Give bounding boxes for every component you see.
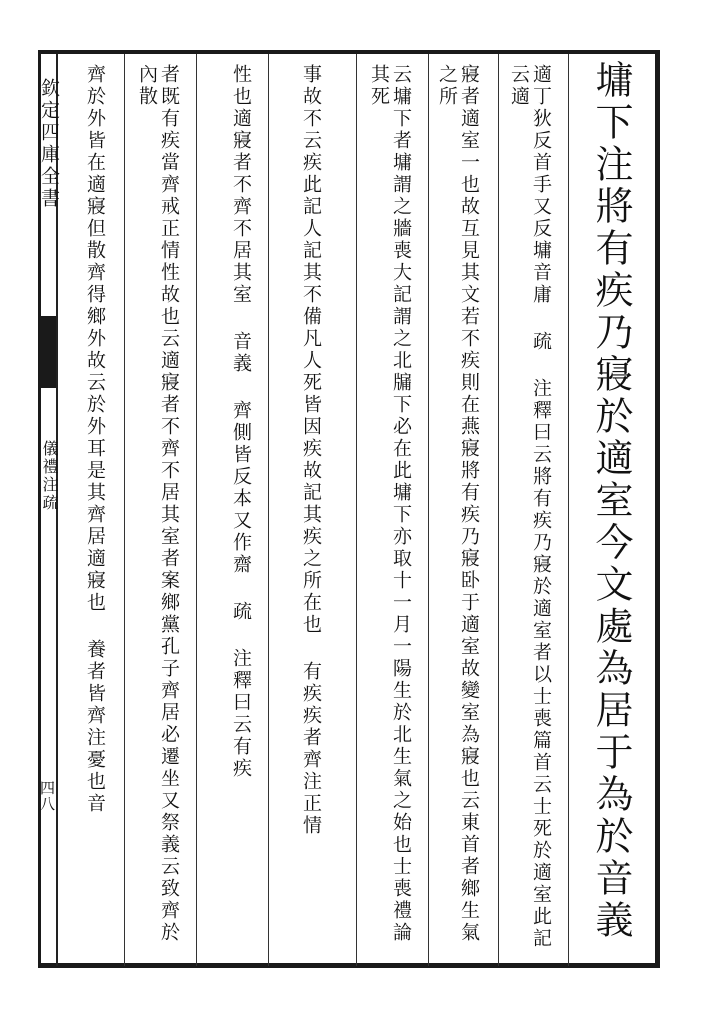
- text-column-4: 云墉下者墉謂之牆喪大記謂之北牖下必在此墉下亦取十一月一陽生於北生氣之始也士喪禮論其死: [368, 64, 412, 944]
- text-column-2: 適丁狄反首手又反墉音庸 疏 注釋曰云將有疾乃寢於適室者以士喪篇首云士死於適室此記云適: [508, 64, 552, 950]
- text-column-1: 墉下注將有疾乃寢於適室今文處為居于為於音義: [589, 60, 633, 942]
- column-divider: [428, 54, 429, 966]
- column-divider: [356, 54, 357, 966]
- text-column-8: 齊於外皆在適寢但散齊得鄉外故云於外耳是其齊居適寢也 養者皆齊注憂也音: [84, 64, 106, 815]
- column-divider: [196, 54, 197, 966]
- text-column-3: 寢者適室一也故互見其文若不疾則在燕寢將有疾乃寢卧于適室故變室為寢也云東首者鄉生氣之所: [436, 64, 480, 944]
- text-column-6: 性也適寢者不齊不居其室 音義 齊側皆反本又作齋 疏 注釋曰云有疾: [230, 64, 252, 780]
- column-divider: [124, 54, 125, 966]
- margin-book-title: 儀禮注疏: [40, 440, 59, 512]
- column-divider: [568, 54, 569, 966]
- margin-title: 欽定四庫全書: [38, 78, 60, 210]
- column-divider: [268, 54, 269, 966]
- margin-black-mark: [40, 316, 56, 388]
- margin-page-number: 四八: [38, 780, 56, 812]
- page-frame: [38, 50, 660, 968]
- text-column-5: 事故不云疾此記人記其不備凡人死皆因疾故記其疾之所在也 有疾疾者齊注正情: [300, 64, 322, 837]
- column-divider: [498, 54, 499, 966]
- text-column-7: 者既有疾當齊戒正情性故也云適寢者不齊不居其室者案鄉黨孔子齊居必遷坐又祭義云致齊於內散: [136, 64, 180, 944]
